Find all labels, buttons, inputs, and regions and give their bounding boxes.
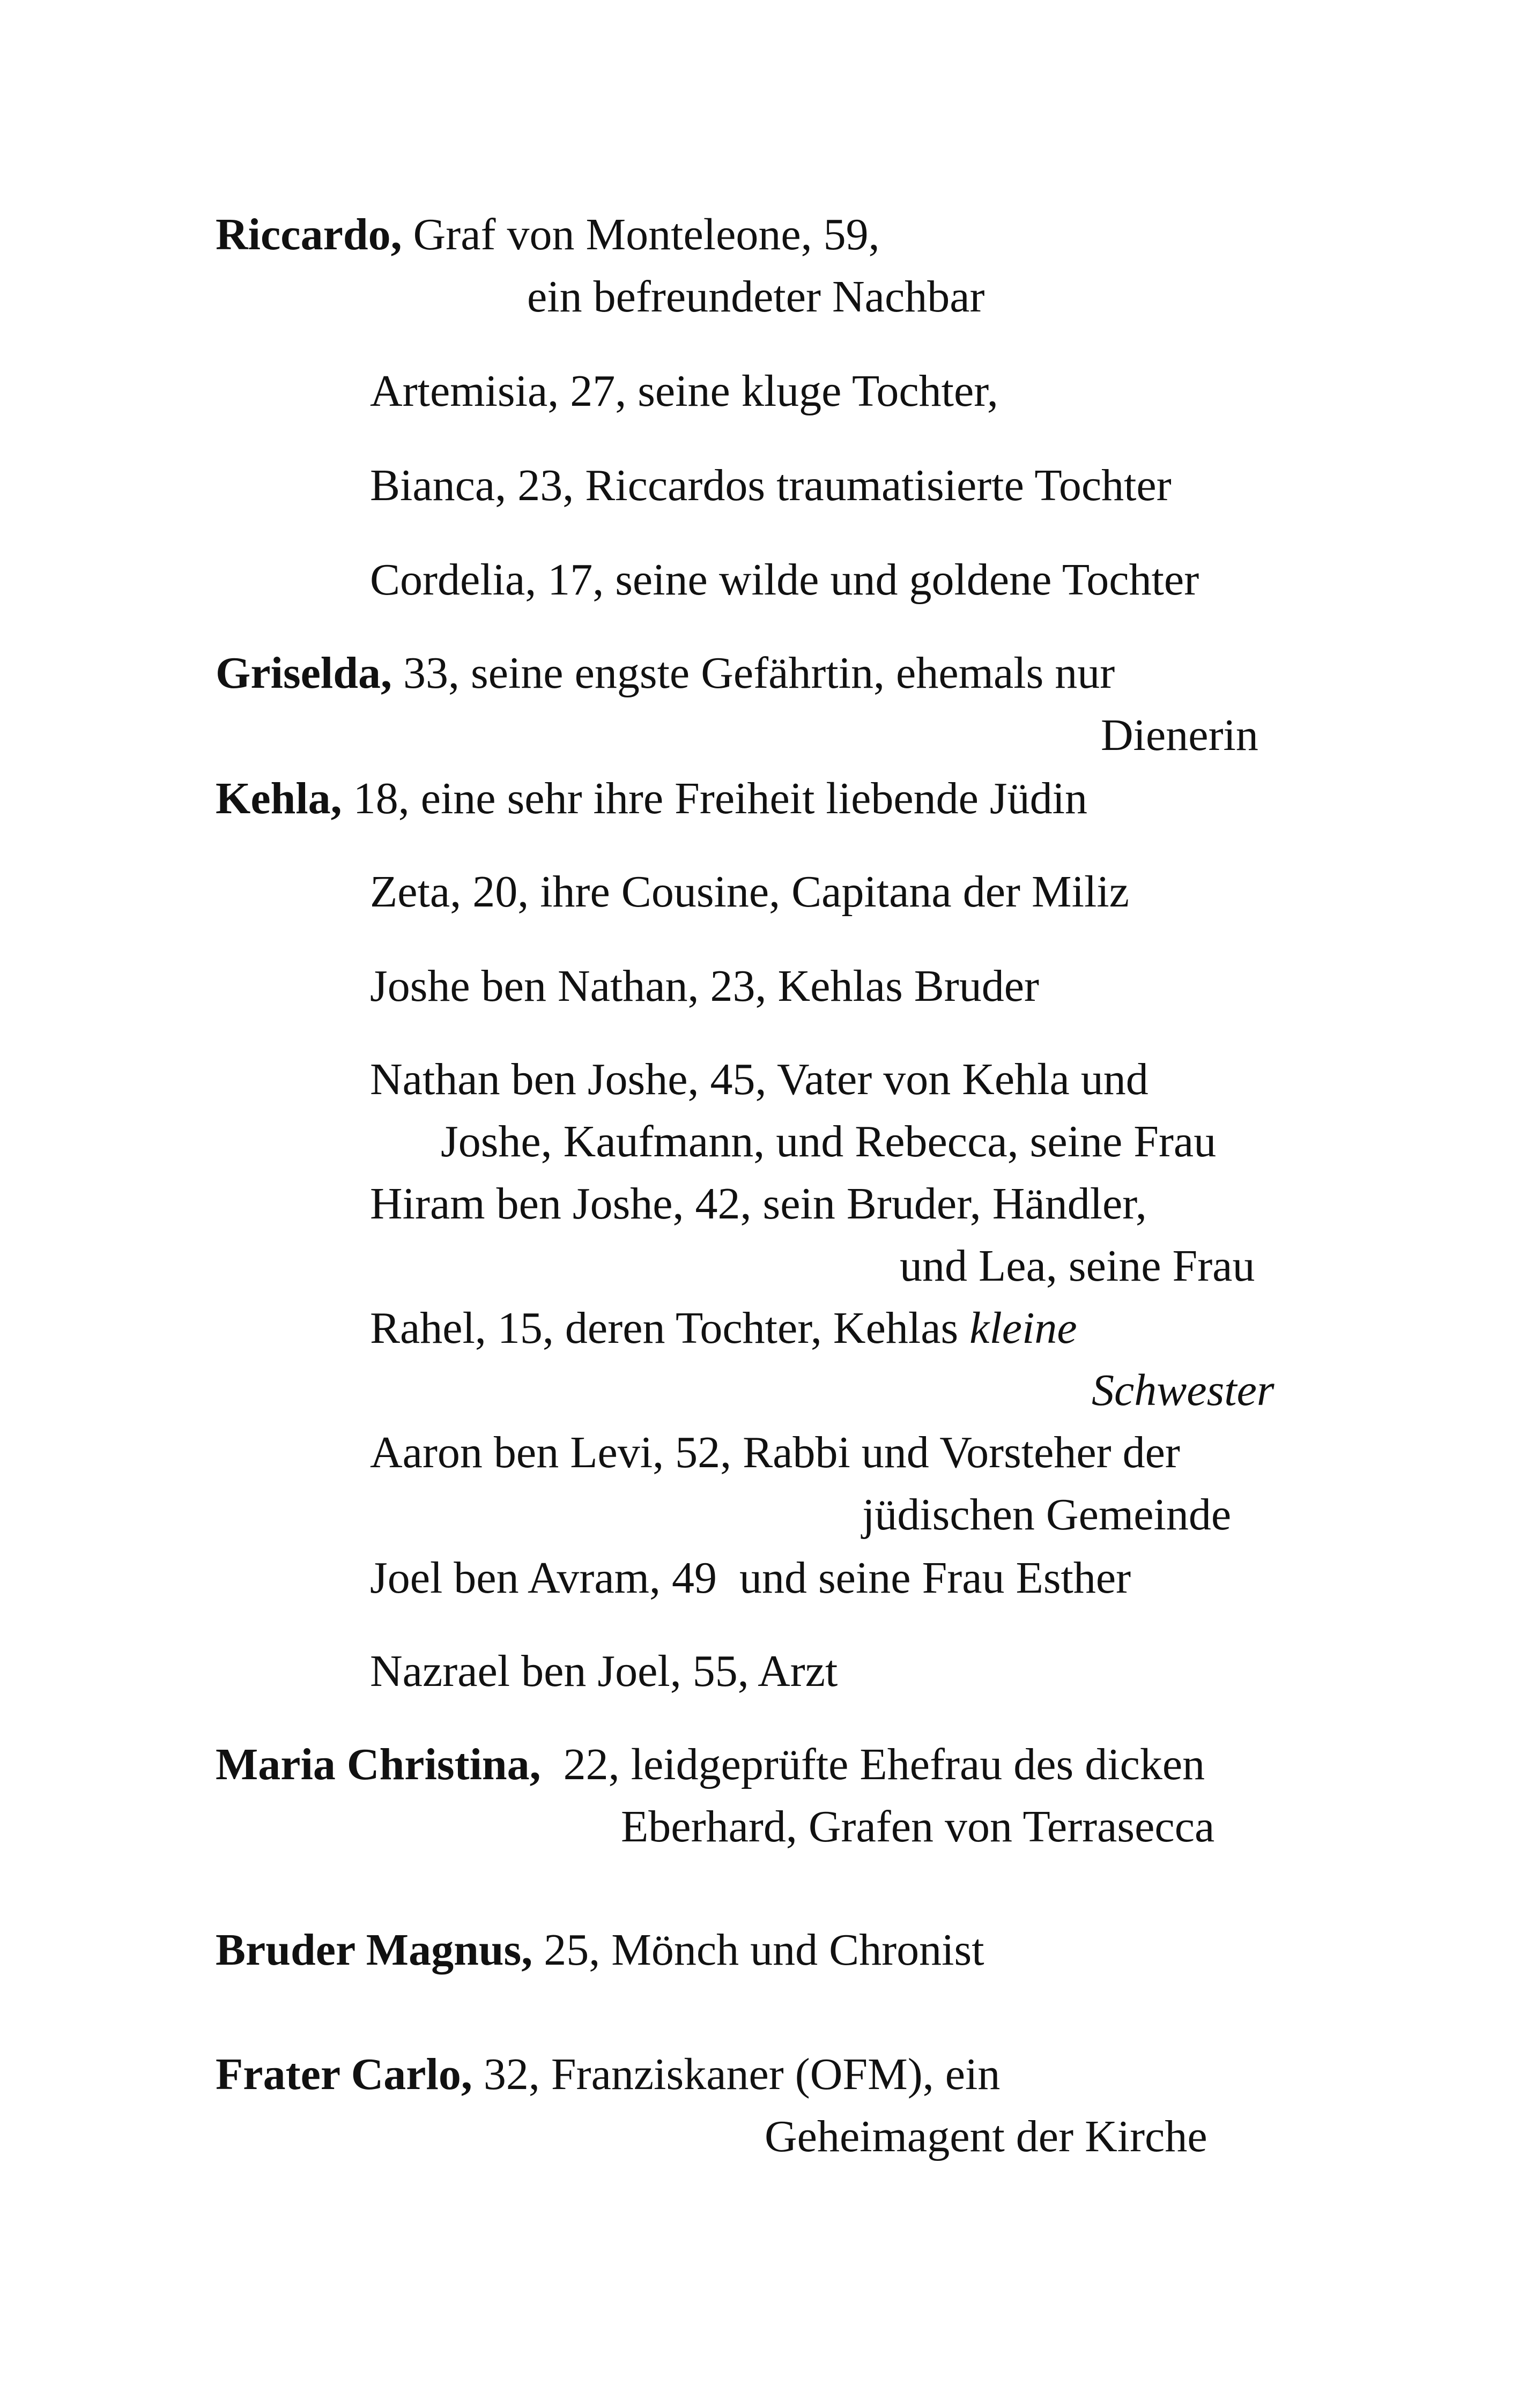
entry-frater-carlo [216,2048,1000,2101]
entry-hiram: Hiram ben Joshe, 42, sein Bruder, Händler, [370,1179,1147,1229]
entry-joshe: Joshe ben Nathan, 23, Kehlas Bruder [370,961,1040,1011]
entry-description: Graf von Monteleone, 59, [402,210,880,259]
entry-kehla [216,772,1087,826]
entry-maria-christina [216,1738,1205,1792]
entry-joel: Joel ben Avram, 49 und seine Frau Esther [370,1553,1131,1603]
entry-rahel [370,1302,1077,1355]
entry-name: Kehla, [216,774,342,823]
entry-continuation: Eberhard, Grafen von Terrasecca [621,1802,1215,1852]
entry-nazrael: Nazrael ben Joel, 55, Arzt [370,1646,838,1696]
entry-description: 32, Franziskaner (OFM), ein [472,2049,1001,2099]
entry-cordelia: Cordelia, 17, seine wilde und goldene Tochter [370,555,1199,605]
entry-description: 25, Mönch und Chronist [532,1925,984,1975]
entry-name: Bruder Magnus, [216,1925,533,1975]
entry-description: 18, eine sehr ihre Freiheit liebende Jüdin [342,774,1087,823]
entry-name: Frater Carlo, [216,2049,472,2099]
entry-continuation: Geheimagent der Kirche [765,2112,1207,2161]
entry-bianca: Bianca, 23, Riccardos traumatisierte Tochter [370,460,1172,510]
entry-name: Griselda, [216,648,392,698]
entry-continuation: ein befreundeter Nachbar [527,272,985,322]
entry-description: 33, seine engste Gefährtin, ehemals nur [392,648,1115,698]
entry-nathan: Nathan ben Joshe, 45, Vater von Kehla und [370,1054,1148,1104]
entry-emphasis: kleine [969,1303,1077,1353]
entry-description: Rahel, 15, deren Tochter, Kehlas [370,1303,970,1353]
entry-riccardo [216,208,880,262]
entry-aaron: Aaron ben Levi, 52, Rabbi und Vorsteher der [370,1428,1180,1477]
entry-description: 22, leidgeprüfte Ehefrau des dicken [540,1740,1205,1789]
entry-name: Riccardo, [216,210,402,259]
entry-continuation: Joshe, Kaufmann, und Rebecca, seine Frau [441,1117,1217,1166]
entry-griselda [216,646,1115,700]
entry-continuation: Schwester [1092,1365,1275,1415]
entry-continuation: jüdischen Gemeinde [862,1490,1232,1540]
entry-continuation: und Lea, seine Frau [900,1241,1255,1291]
entry-name: Maria Christina, [216,1740,541,1789]
entry-zeta: Zeta, 20, ihre Cousine, Capitana der Miliz [370,867,1129,917]
entry-continuation: Dienerin [1101,710,1258,760]
entry-artemisia: Artemisia, 27, seine kluge Tochter, [370,366,998,416]
entry-bruder-magnus [216,1923,984,1977]
